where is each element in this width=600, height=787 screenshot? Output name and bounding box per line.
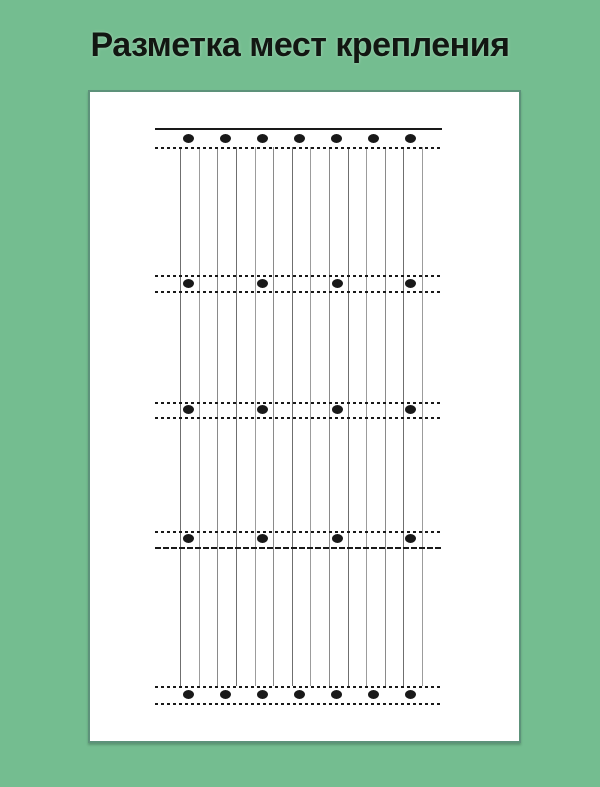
rail-line-top — [155, 686, 442, 688]
rail-line-bottom — [155, 147, 442, 149]
mounting-dot — [183, 279, 194, 288]
mounting-dot — [331, 690, 342, 699]
mounting-dot — [405, 134, 416, 143]
diagram-panel — [88, 90, 521, 743]
mounting-dot — [368, 134, 379, 143]
mounting-dot — [294, 690, 305, 699]
mounting-diagram — [90, 92, 519, 741]
rail-line-top — [155, 275, 442, 277]
mounting-dot — [405, 405, 416, 414]
rail-line-bottom — [155, 417, 442, 419]
rail-line-bottom — [155, 703, 442, 705]
mounting-dot — [183, 690, 194, 699]
rail-line-top — [155, 128, 442, 130]
mounting-dot — [183, 405, 194, 414]
mounting-dot — [257, 279, 268, 288]
mounting-dot — [257, 405, 268, 414]
mounting-dot — [257, 134, 268, 143]
mounting-dot — [368, 690, 379, 699]
mounting-dot — [405, 690, 416, 699]
mounting-dot — [332, 279, 343, 288]
mounting-dot — [294, 134, 305, 143]
mounting-dot — [183, 134, 194, 143]
mounting-dot — [220, 134, 231, 143]
mounting-dot — [405, 534, 416, 543]
mounting-dot — [405, 279, 416, 288]
mounting-dot — [332, 534, 343, 543]
rail-line-top — [155, 402, 442, 404]
mounting-dot — [220, 690, 231, 699]
rail-line-top — [155, 531, 442, 533]
rail-line-bottom — [155, 547, 442, 549]
rail-line-bottom — [155, 291, 442, 293]
mounting-dot — [257, 690, 268, 699]
mounting-dot — [332, 405, 343, 414]
page-title: Разметка мест крепления — [90, 26, 510, 64]
mounting-dot — [183, 534, 194, 543]
mounting-dot — [331, 134, 342, 143]
mounting-dot — [257, 534, 268, 543]
